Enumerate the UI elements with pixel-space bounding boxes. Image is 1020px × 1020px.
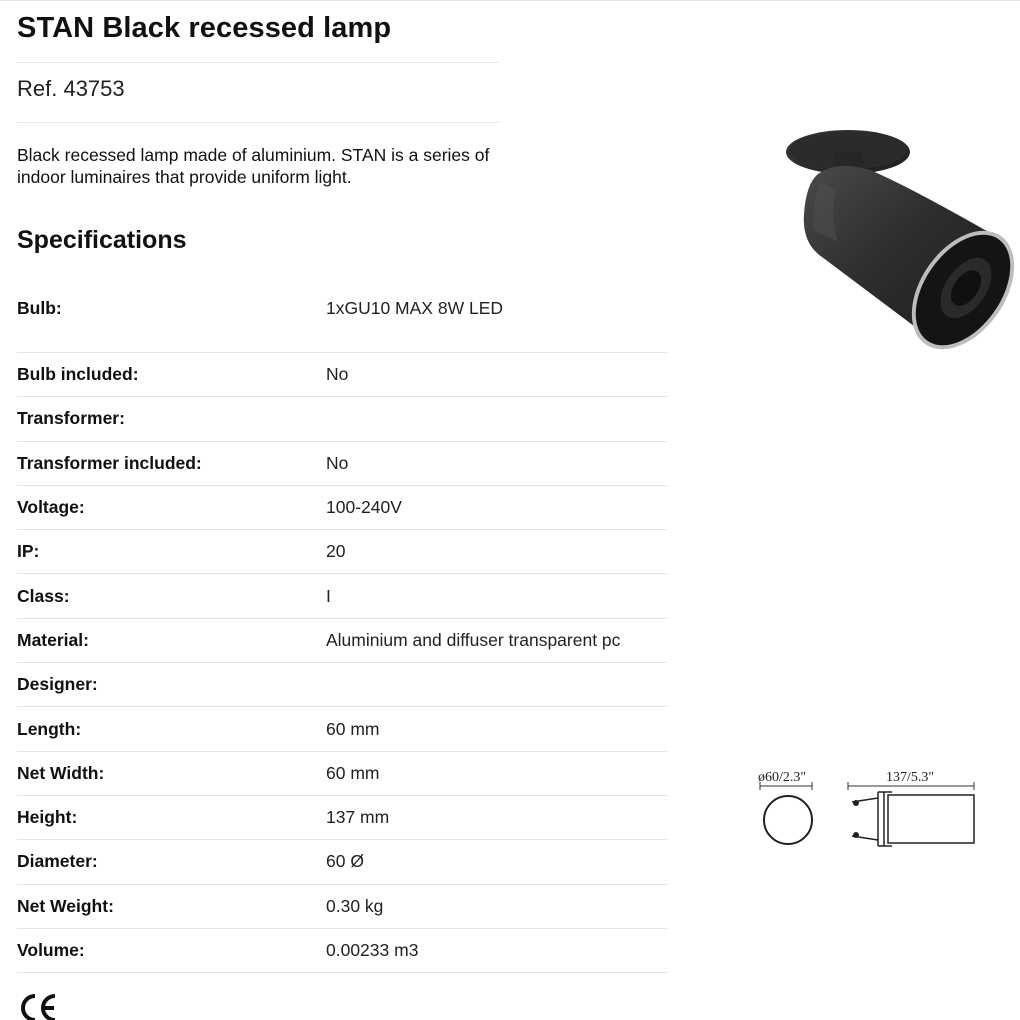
spec-value: 60 Ø: [326, 851, 364, 872]
spec-row-net-weight: [17, 885, 667, 929]
spec-value: 100-240V: [326, 497, 402, 518]
spec-value: 60 mm: [326, 718, 380, 739]
product-title: STAN Black recessed lamp: [17, 12, 392, 44]
reference-divider: [17, 122, 500, 123]
spec-label: IP:: [17, 541, 40, 562]
spec-value: No: [326, 364, 349, 385]
product-photo: [778, 122, 1018, 362]
spec-row-designer: [17, 663, 667, 707]
top-divider: [0, 0, 1020, 1]
spec-label: Voltage:: [17, 497, 85, 518]
spec-value: 0.00233 m3: [326, 940, 419, 960]
spec-label: Volume:: [17, 940, 85, 960]
spec-row-material: [17, 619, 667, 663]
spec-label: Transformer:: [17, 408, 125, 429]
spec-label: Diameter:: [17, 851, 98, 872]
specifications-table: [17, 264, 667, 973]
specifications-heading: Specifications: [17, 226, 187, 254]
spec-row-height: [17, 796, 667, 840]
product-reference: Ref. 43753: [17, 76, 125, 101]
spec-label: Material:: [17, 629, 89, 650]
length-dimension-label: 137/5.3": [886, 770, 935, 785]
spec-label: Transformer included:: [17, 452, 202, 473]
spec-row-net-width: [17, 752, 667, 796]
spec-row-transformer: [17, 397, 667, 441]
spec-value: 1xGU10 MAX 8W LED: [326, 297, 503, 318]
spec-label: Net Weight:: [17, 895, 114, 916]
spec-row-transformer-included: [17, 442, 667, 486]
spec-row-bulb-included: [17, 353, 667, 397]
spec-row-bulb: [17, 264, 667, 353]
spec-value: 60 mm: [326, 762, 380, 783]
spec-value: 20: [326, 541, 346, 562]
spec-row-length: [17, 707, 667, 751]
spec-row-ip: [17, 530, 667, 574]
ce-mark-icon: [15, 990, 63, 1020]
spec-value: I: [326, 585, 331, 606]
spec-label: Class:: [17, 585, 70, 606]
spec-label: Designer:: [17, 674, 98, 695]
spec-value: 0.30 kg: [326, 895, 384, 916]
spec-label: Net Width:: [17, 762, 105, 783]
title-divider: [17, 62, 500, 63]
diameter-dimension-label: ø60/2.3": [758, 770, 807, 785]
spec-value: Aluminium and diffuser transparent pc: [326, 629, 621, 650]
technical-drawing: [752, 762, 984, 857]
spec-label: Bulb included:: [17, 364, 139, 385]
spec-label: Length:: [17, 718, 82, 739]
spec-value: No: [326, 452, 349, 473]
product-description: Black recessed lamp made of aluminium. STAN is a series of indoor luminaires that provide uniform light.: [17, 145, 490, 187]
spec-value: 137 mm: [326, 807, 390, 828]
spec-row-voltage: [17, 486, 667, 530]
spec-label: Height:: [17, 807, 78, 828]
spec-row-class: [17, 574, 667, 618]
spec-label: Bulb:: [17, 297, 62, 318]
spec-row-diameter: [17, 840, 667, 884]
spec-row-volume: [17, 929, 667, 973]
